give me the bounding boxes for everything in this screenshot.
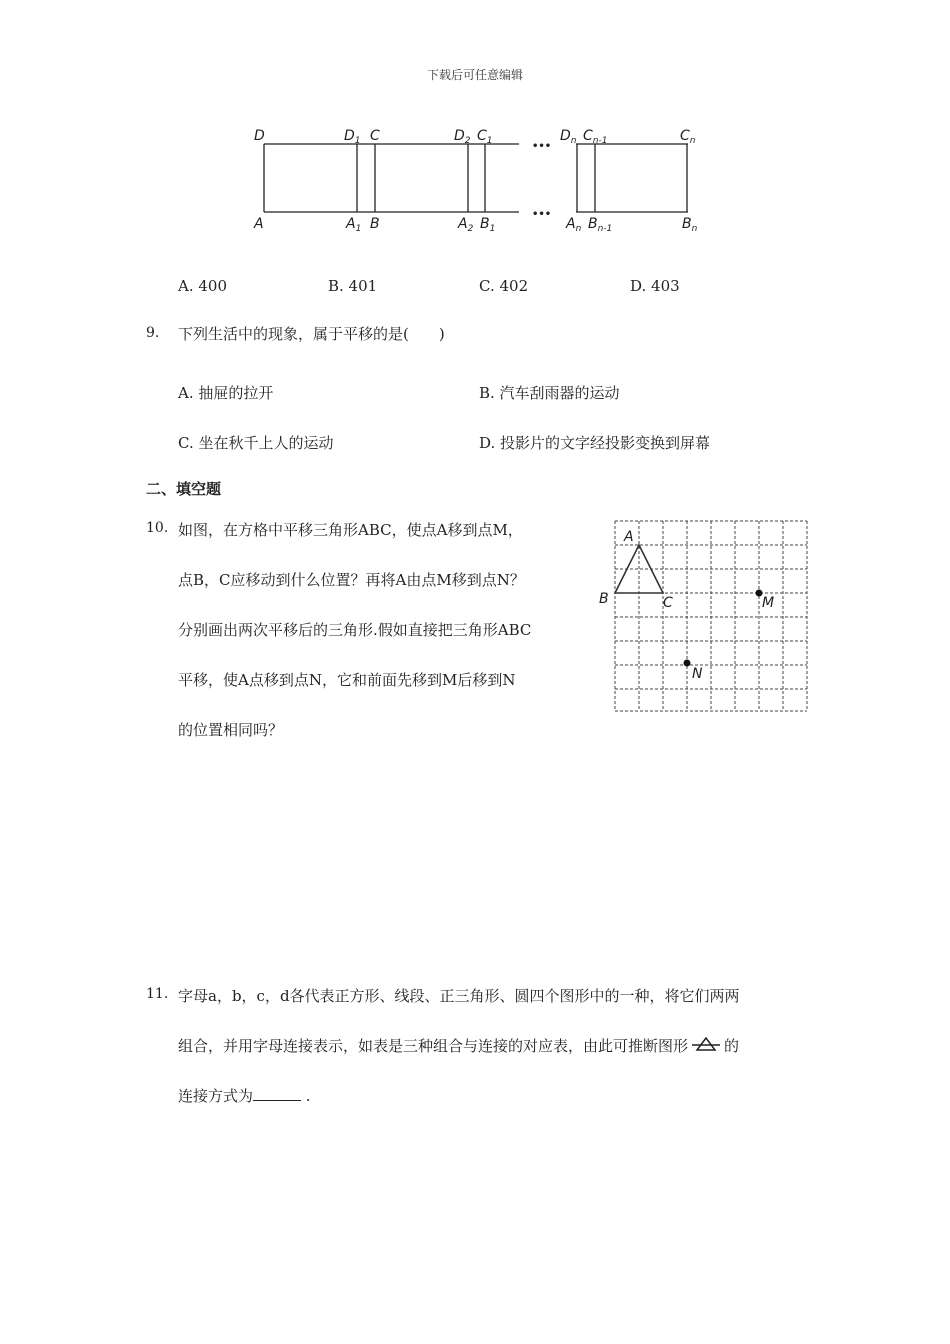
q8-option-b: B. 401 xyxy=(328,277,378,295)
q8-option-a: A. 400 xyxy=(178,277,227,295)
q9-number: 9. xyxy=(146,325,160,341)
q10-line-4: 平移，使A点移到点N，它和前面先移到M后移到N xyxy=(178,671,516,689)
label-a1: $A_1$ xyxy=(346,216,362,234)
point-n xyxy=(684,660,691,667)
label-d: D xyxy=(254,128,265,144)
q8-option-c: C. 402 xyxy=(479,277,529,295)
rectangles-figure xyxy=(240,120,720,240)
grid-label-a: A xyxy=(624,529,634,545)
q10-line-3: 分别画出两次平移后的三角形.假如直接把三角形ABC xyxy=(178,621,532,639)
q9-option-d: D. 投影片的文字经投影变换到屏幕 xyxy=(479,434,711,452)
q11-line-3-after: . xyxy=(301,1087,311,1105)
q9-option-a: A. 抽屉的拉开 xyxy=(178,384,274,402)
label-b1: $B_1$ xyxy=(480,216,496,234)
q11-number: 11. xyxy=(146,986,169,1002)
label-cn1: $C_{n-1}$ xyxy=(583,128,608,146)
dashed-grid xyxy=(615,521,807,711)
label-c1: $C_1$ xyxy=(477,128,493,146)
label-a: A xyxy=(254,216,264,232)
q11-line-1: 字母a，b，c，d各代表正方形、线段、正三角形、圆四个图形中的一种，将它们两两 xyxy=(178,987,740,1005)
answer-blank[interactable] xyxy=(253,1086,301,1101)
label-d1: $D_1$ xyxy=(344,128,361,146)
q9-option-c: C. 坐在秋千上人的运动 xyxy=(178,434,334,452)
label-an: $A_n$ xyxy=(566,216,582,234)
label-dn: $D_n$ xyxy=(560,128,577,146)
label-cn: $C_n$ xyxy=(680,128,696,146)
label-bn1: $B_{n-1}$ xyxy=(588,216,613,234)
grid-label-n: N xyxy=(692,666,703,682)
grid-label-m: M xyxy=(762,595,775,611)
q9-stem: 下列生活中的现象，属于平移的是( ) xyxy=(178,325,445,343)
label-bn: $B_n$ xyxy=(682,216,698,234)
triangle-on-line-icon xyxy=(691,1036,721,1054)
label-c: C xyxy=(370,128,380,144)
q11-line-3 xyxy=(178,1086,311,1106)
grid-label-c: C xyxy=(663,595,673,611)
section-title: 二、填空题 xyxy=(146,480,222,498)
grid-label-b: B xyxy=(599,591,609,607)
label-d2: $D_2$ xyxy=(454,128,471,146)
q11-line-2 xyxy=(178,1036,739,1056)
q10-line-1: 如图，在方格中平移三角形ABC，使点A移到点M， xyxy=(178,521,523,539)
page-header: 下载后可任意编辑 xyxy=(426,68,523,82)
ellipsis-top: ••• xyxy=(532,141,552,152)
label-b: B xyxy=(370,216,380,232)
grid-figure xyxy=(596,515,816,720)
q11-line-2-before: 组合，并用字母连接表示，如表是三种组合与连接的对应表，由此可推断图形 xyxy=(178,1037,689,1055)
q11-line-3-before: 连接方式为 xyxy=(178,1087,254,1105)
ellipsis-bottom: ••• xyxy=(532,209,552,220)
q8-option-d: D. 403 xyxy=(630,277,680,295)
label-a2: $A_2$ xyxy=(458,216,474,234)
q9-option-b: B. 汽车刮雨器的运动 xyxy=(479,384,620,402)
q11-line-2-after: 的 xyxy=(724,1037,740,1055)
q10-line-5: 的位置相同吗？ xyxy=(178,721,284,739)
q10-number: 10. xyxy=(146,520,169,536)
q10-line-2: 点B，C应移动到什么位置？再将A由点M移到点N？ xyxy=(178,571,525,589)
